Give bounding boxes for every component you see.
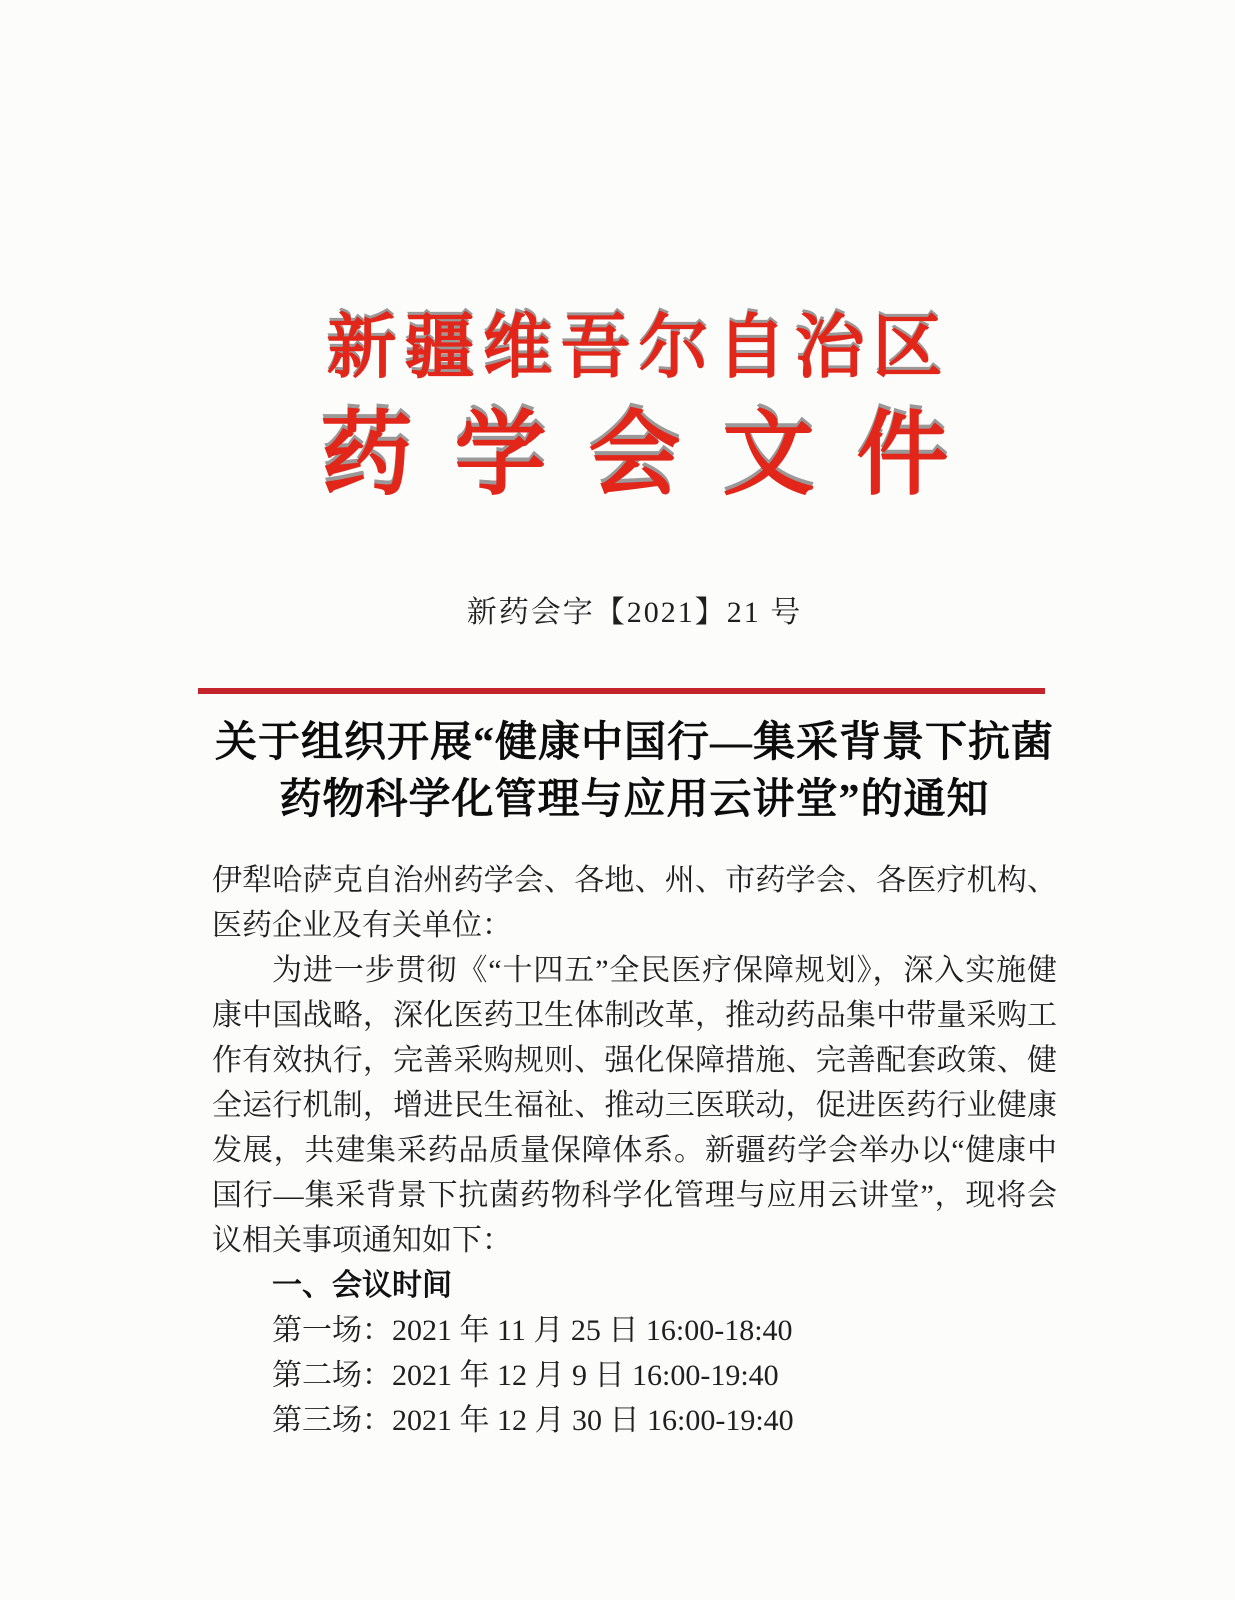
body-line: 康中国战略，深化医药卫生体制改革，推动药品集中带量采购工	[212, 999, 1057, 1032]
document-content-column	[212, 310, 1057, 1443]
document-number: 新药会字【2021】21 号	[466, 596, 803, 629]
body-line: 国行—集采背景下抗菌药物科学化管理与应用云讲堂”，现将会	[212, 1179, 1057, 1212]
red-divider-line	[198, 688, 1045, 694]
org-name-line1: 新疆维吾尔自治区	[326, 310, 951, 387]
session-line: 第三场：2021 年 12 月 30 日 16:00-19:40	[272, 1404, 794, 1437]
notice-body	[212, 858, 1057, 1443]
body-line: 发展，共建集采药品质量保障体系。新疆药学会举办以“健康中	[212, 1134, 1057, 1167]
body-line: 议相关事项通知如下：	[212, 1224, 512, 1257]
body-line: 作有效执行，完善采购规则、强化保障措施、完善配套政策、健	[212, 1044, 1057, 1077]
notice-title	[212, 715, 1057, 829]
body-line: 全运行机制，增进民生福祉、推动三医联动，促进医药行业健康	[212, 1089, 1057, 1122]
body-line: 为进一步贯彻《“十四五”全民医疗保障规划》，深入实施健	[272, 954, 1057, 987]
session-line: 第二场：2021 年 12 月 9 日 16:00-19:40	[272, 1359, 779, 1392]
session-line: 第一场：2021 年 11 月 25 日 16:00-18:40	[272, 1314, 793, 1347]
salutation-line: 伊犁哈萨克自治州药学会、各地、州、市药学会、各医疗机构、	[212, 864, 1057, 897]
org-name-line2: 药学会文件	[320, 404, 991, 506]
notice-title-line1: 关于组织开展“健康中国行—集采背景下抗菌	[214, 720, 1054, 766]
notice-title-line2: 药物科学化管理与应用云讲堂”的通知	[279, 777, 990, 823]
salutation-line: 医药企业及有关单位：	[212, 909, 512, 942]
section-heading-meeting-time: 一、会议时间	[272, 1269, 452, 1302]
